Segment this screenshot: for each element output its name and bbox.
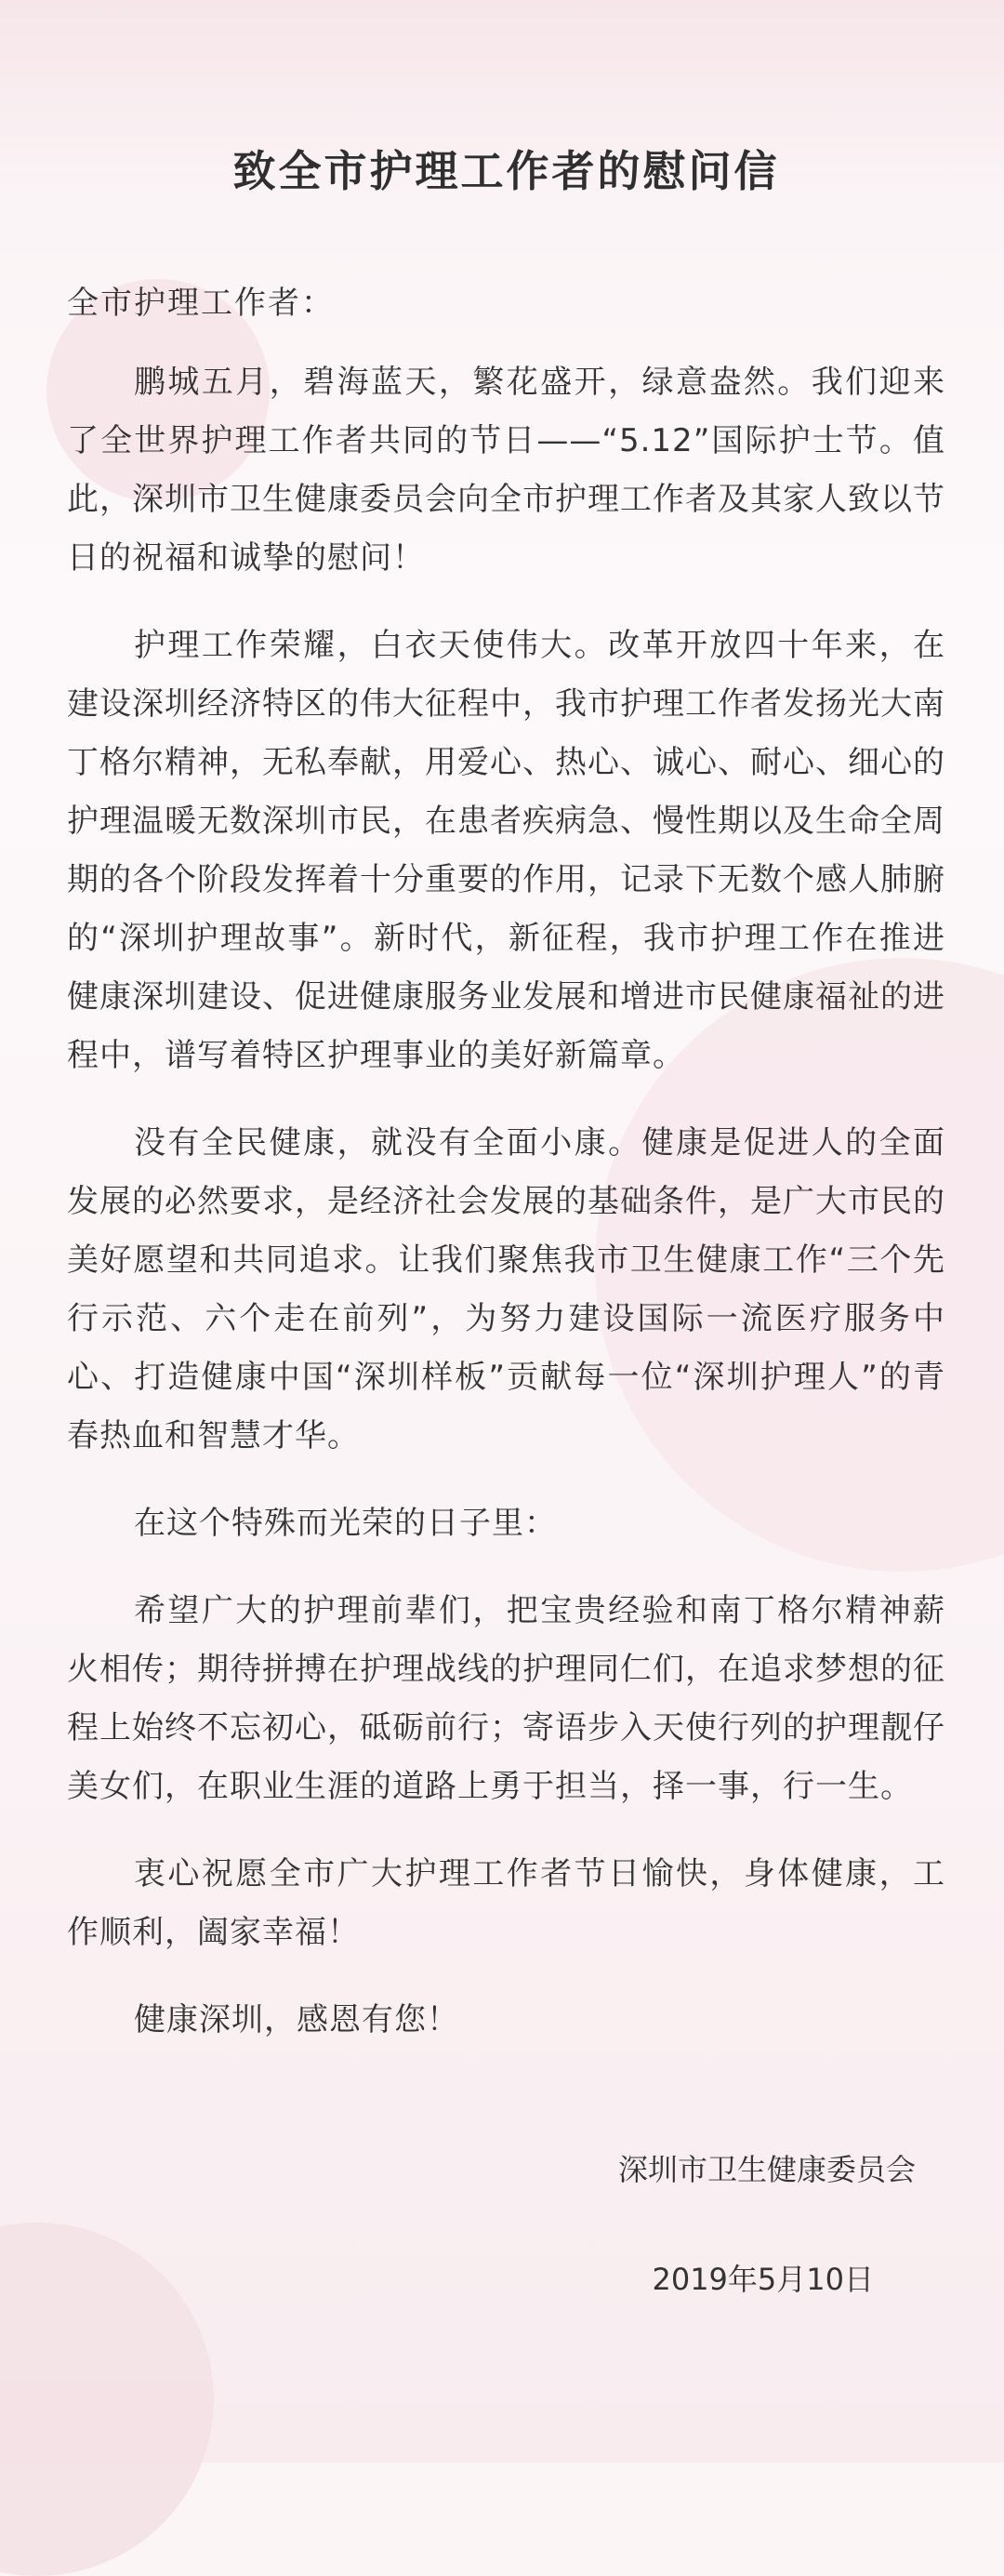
paragraph-6: 衷心祝愿全市广大护理工作者节日愉快，身体健康，工作顺利，阖家幸福！ [67, 1855, 945, 1951]
paragraph-5: 希望广大的护理前辈们，把宝贵经验和南丁格尔精神薪火相传；期待拼搏在护理战线的护理同仁们，在追求梦想的征程上始终不忘初心，砥砺前行；寄语步入天使行列的护理靓仔美女们，在职业生涯的道路上勇于担当，择一事，行一生。 [67, 1592, 945, 1805]
paragraph-3: 没有全民健康，就没有全面小康。健康是促进人的全面发展的必然要求，是经济社会发展的基础条件，是广大市民的美好愿望和共同追求。让我们聚焦我市卫生健康工作“三个先行示范、六个走在前列”，为努力建设国际一流医疗服务中心、打造健康中国“深圳样板”贡献每一位“深圳护理人”的青春热血和智慧才华。 [67, 1124, 945, 1454]
signature: 深圳市卫生健康委员会 [617, 2152, 916, 2187]
letter-body [67, 353, 945, 2078]
paragraph-2: 护理工作荣耀，白衣天使伟大。改革开放四十年来，在建设深圳经济特区的伟大征程中，我市护理工作者发扬光大南丁格尔精神，无私奉献，用爱心、热心、诚心、耐心、细心的护理温暖无数深圳市民，在患者疾病急、慢性期以及生命全周期的各个阶段发挥着十分重要的作用，记录下无数个感人肺腑的“深圳护理故事”。新时代，新征程，我市护理工作在推进健康深圳建设、促进健康服务业发展和增进市民健康福祉的进程中，谱写着特区护理事业的美好新篇章。 [67, 627, 945, 1074]
paragraph-4: 在这个特殊而光荣的日子里： [134, 1505, 557, 1542]
paragraph-1: 鹏城五月，碧海蓝天，繁花盛开，绿意盎然。我们迎来了全世界护理工作者共同的节日——“5.12”国际护士节。值此，深圳市卫生健康委员会向全市护理工作者及其家人致以节日的祝福和诚挚的慰问！ [67, 364, 945, 577]
salutation: 全市护理工作者： [67, 285, 335, 322]
paragraph-7: 健康深圳，感恩有您！ [134, 2001, 459, 2038]
letter-title: 致全市护理工作者的慰问信 [232, 146, 780, 196]
letter-date: 2019年5月10日 [652, 2262, 874, 2297]
